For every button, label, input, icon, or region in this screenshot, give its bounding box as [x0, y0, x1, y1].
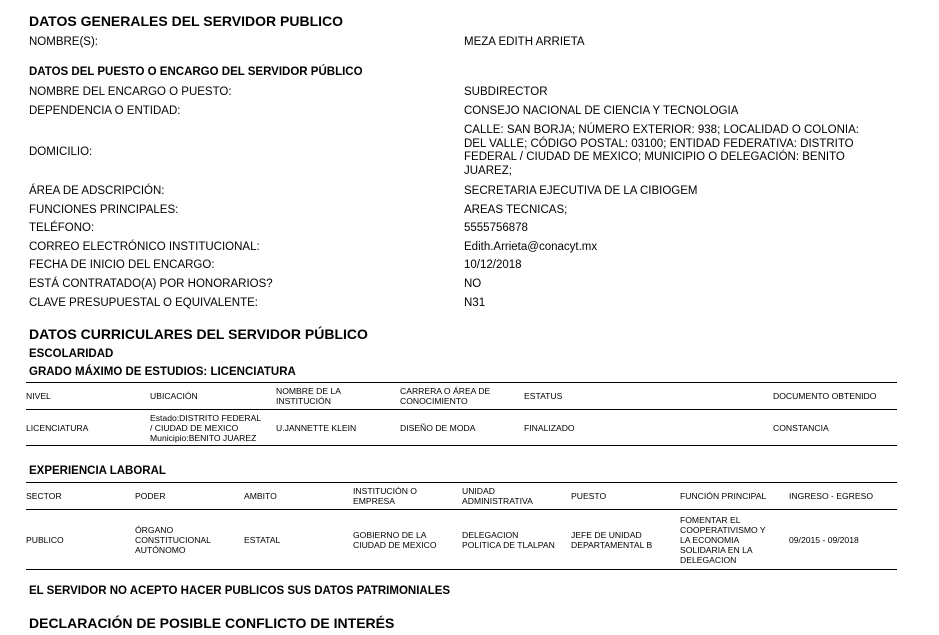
table-cell: DELEGACION POLITICA DE TLALPAN [462, 510, 571, 570]
table-cell: ESTATAL [244, 510, 353, 570]
field-value-telefono: 5555756878 [464, 222, 528, 234]
column-header: SECTOR [26, 483, 135, 510]
field-label-funciones: FUNCIONES PRINCIPALES: [29, 204, 179, 216]
column-header: PUESTO [571, 483, 680, 510]
field-label-fecha: FECHA DE INICIO DEL ENCARGO: [29, 259, 215, 271]
table-cell: LICENCIATURA [26, 410, 150, 446]
table-cell: DISEÑO DE MODA [400, 410, 524, 446]
grado-title: GRADO MÁXIMO DE ESTUDIOS: LICENCIATURA [29, 366, 296, 378]
conflicto-title: DECLARACIÓN DE POSIBLE CONFLICTO DE INTERÉS [29, 615, 395, 631]
table-cell: GOBIERNO DE LA CIUDAD DE MEXICO [353, 510, 462, 570]
field-value-funciones: AREAS TECNICAS; [464, 204, 568, 216]
section-title-curriculares: DATOS CURRICULARES DEL SERVIDOR PÚBLICO [29, 326, 368, 342]
table-cell: ÓRGANO CONSTITUCIONAL AUTÓNOMO [135, 510, 244, 570]
table-row [26, 410, 897, 446]
field-label-correo: CORREO ELECTRÓNICO INSTITUCIONAL: [29, 241, 260, 253]
column-header: INGRESO - EGRESO [789, 483, 897, 510]
table-cell: PUBLICO [26, 510, 135, 570]
field-value-honorarios: NO [464, 278, 482, 290]
table-cell: Estado:DISTRITO FEDERAL / CIUDAD DE MEXICO Municipio:BENITO JUAREZ [150, 410, 276, 446]
column-header: AMBITO [244, 483, 353, 510]
field-label-clave: CLAVE PRESUPUESTAL O EQUIVALENTE: [29, 297, 259, 309]
table-cell: FOMENTAR EL COOPERATIVISMO Y LA ECONOMIA SOLIDARIA EN LA DELEGACION [680, 510, 789, 570]
field-value-fecha: 10/12/2018 [464, 259, 522, 271]
field-label-domicilio: DOMICILIO: [29, 146, 93, 158]
column-header: FUNCIÓN PRINCIPAL [680, 483, 789, 510]
table-cell: FINALIZADO [524, 410, 773, 446]
field-value-domicilio: CALLE: SAN BORJA; NÚMERO EXTERIOR: 938; LOCALIDAD O COLONIA: DEL VALLE; CÓDIGO POSTAL: 03100; ENTIDAD FEDERATIVA: DISTRITO FEDERAL / CIUDAD DE MEXICO; MUNICIPIO O DELEGACIÓN: BENITO JUAREZ; [464, 124, 859, 177]
field-label-puesto: NOMBRE DEL ENCARGO O PUESTO: [29, 86, 232, 98]
patrimoniales-notice: EL SERVIDOR NO ACEPTO HACER PUBLICOS SUS DATOS PATRIMONIALES [29, 585, 451, 597]
name-value: MEZA EDITH ARRIETA [464, 36, 585, 48]
table-cell: CONSTANCIA [773, 410, 897, 446]
field-label-telefono: TELÉFONO: [29, 222, 95, 234]
table-cell: 09/2015 - 09/2018 [789, 510, 897, 570]
section-title-puesto: DATOS DEL PUESTO O ENCARGO DEL SERVIDOR PÚBLICO [29, 66, 363, 78]
field-value-dependencia: CONSEJO NACIONAL DE CIENCIA Y TECNOLOGIA [464, 105, 739, 117]
experiencia-title: EXPERIENCIA LABORAL [29, 465, 166, 477]
escolaridad-title: ESCOLARIDAD [29, 348, 114, 360]
column-header: DOCUMENTO OBTENIDO [773, 383, 897, 410]
field-label-dependencia: DEPENDENCIA O ENTIDAD: [29, 105, 181, 117]
column-header: NOMBRE DE LA INSTITUCIÓN [276, 383, 400, 410]
field-value-puesto: SUBDIRECTOR [464, 86, 548, 98]
column-header: ESTATUS [524, 383, 773, 410]
name-label: NOMBRE(S): [29, 36, 98, 48]
experience-header-row [26, 483, 897, 510]
field-value-clave: N31 [464, 297, 486, 309]
column-header: PODER [135, 483, 244, 510]
column-header: UNIDAD ADMINISTRATIVA [462, 483, 571, 510]
column-header: UBICACIÓN [150, 383, 276, 410]
table-cell: JEFE DE UNIDAD DEPARTAMENTAL B [571, 510, 680, 570]
section-title-generales: DATOS GENERALES DEL SERVIDOR PUBLICO [29, 13, 344, 29]
field-label-area: ÁREA DE ADSCRIPCIÓN: [29, 185, 165, 197]
column-header: INSTITUCIÓN O EMPRESA [353, 483, 462, 510]
column-header: NIVEL [26, 383, 150, 410]
education-header-row [26, 383, 897, 410]
column-header: CARRERA O ÁREA DE CONOCIMIENTO [400, 383, 524, 410]
field-label-honorarios: ESTÁ CONTRATADO(A) POR HONORARIOS? [29, 278, 273, 290]
field-value-correo: Edith.Arrieta@conacyt.mx [464, 241, 598, 253]
education-table [26, 382, 897, 446]
table-cell: U.JANNETTE KLEIN [276, 410, 400, 446]
field-value-area: SECRETARIA EJECUTIVA DE LA CIBIOGEM [464, 185, 698, 197]
experience-table [26, 482, 897, 570]
table-row [26, 510, 897, 570]
